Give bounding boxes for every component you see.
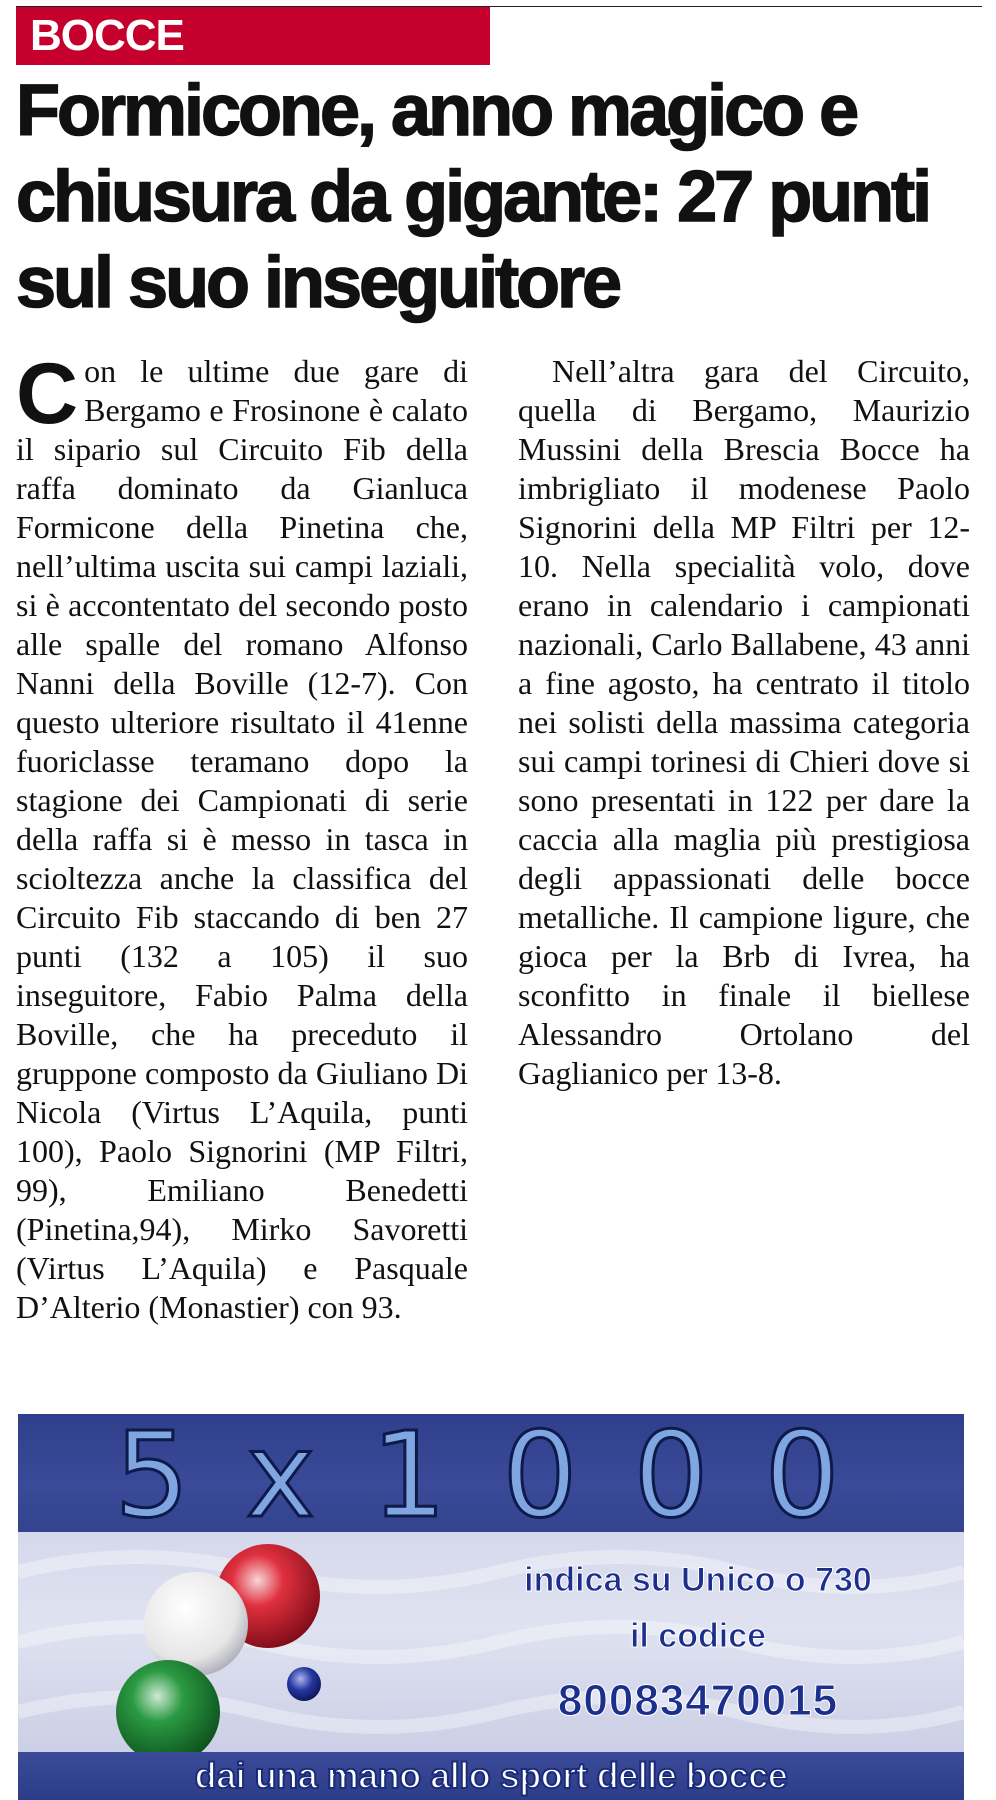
paragraph-1-text: on le ultime due gare di Bergamo e Frosinone è calato il sipario sul Circuito Fib della raffa dominato da Gianluca Formicone della Pinetina che, nell’ultima uscita sui campi laziali, si è accontentato del secondo posto alle spalle del romano Alfonso Nanni della Boville (12-7). Con questo ulteriore risultato il 41enne fuoriclasse teramano dopo la stagione dei Campionati di serie della raffa si è messo in tasca in scioltezza anche la classifica del Circuito Fib staccando di ben 27 punti (132 a 105) il suo inseguitore, Fabio Palma della Boville, che ha preceduto il gruppone composto da Giuliano Di Nicola (Virtus L’Aquila, punti 100), Paolo Signorini (MP Filtri, 99), Emiliano Benedetti (Pinetina,94), Mirko Savoretti (Virtus L’Aquila) e Pasquale D’Alterio (Monastier) con 93.: [16, 353, 468, 1325]
ad-tax-code: 80083470015: [557, 1676, 839, 1725]
green-ball-icon: [116, 1660, 220, 1764]
advertisement-5x1000: [18, 1414, 964, 1800]
ad-title: 5x1000: [114, 1414, 896, 1544]
drop-cap: C: [16, 346, 79, 442]
headline: Formicone, anno magico e chiusura da gigante: 27 punti sul suo inseguitore: [16, 71, 930, 323]
paragraph-1: [16, 346, 468, 1327]
paragraph-2: Nell’altra gara del Circuito, quella di Bergamo, Maurizio Mussini della Brescia Bocce ha imbrigliato il modenese Paolo Signorini della MP Filtri per 12-10. Nella specialità volo, dove erano in calendario i campionati nazionali, Carlo Ballabene, 43 anni a fine agosto, ha centrato il titolo nei solisti della massima categoria sui campi torinesi di Chieri dove si sono presentati in 122 per dare la caccia alla maglia più prestigiosa degli appassionati delle bocce metalliche. Il campione ligure, che gioca per la Brb di Ivrea, ha sconfitto in finale il biellese Alessandro Ortolano del Gaglianico per 13-8.: [518, 353, 970, 1091]
section-tag: BOCCE: [16, 7, 490, 65]
white-ball-icon: [144, 1572, 248, 1676]
ad-line-2: il codice: [629, 1617, 767, 1655]
ad-line-1: indica su Unico o 730: [524, 1561, 872, 1599]
ad-slogan: dai una mano allo sport delle bocce: [194, 1755, 788, 1796]
article-body: [16, 346, 970, 1367]
jack-ball-icon: [287, 1667, 321, 1701]
